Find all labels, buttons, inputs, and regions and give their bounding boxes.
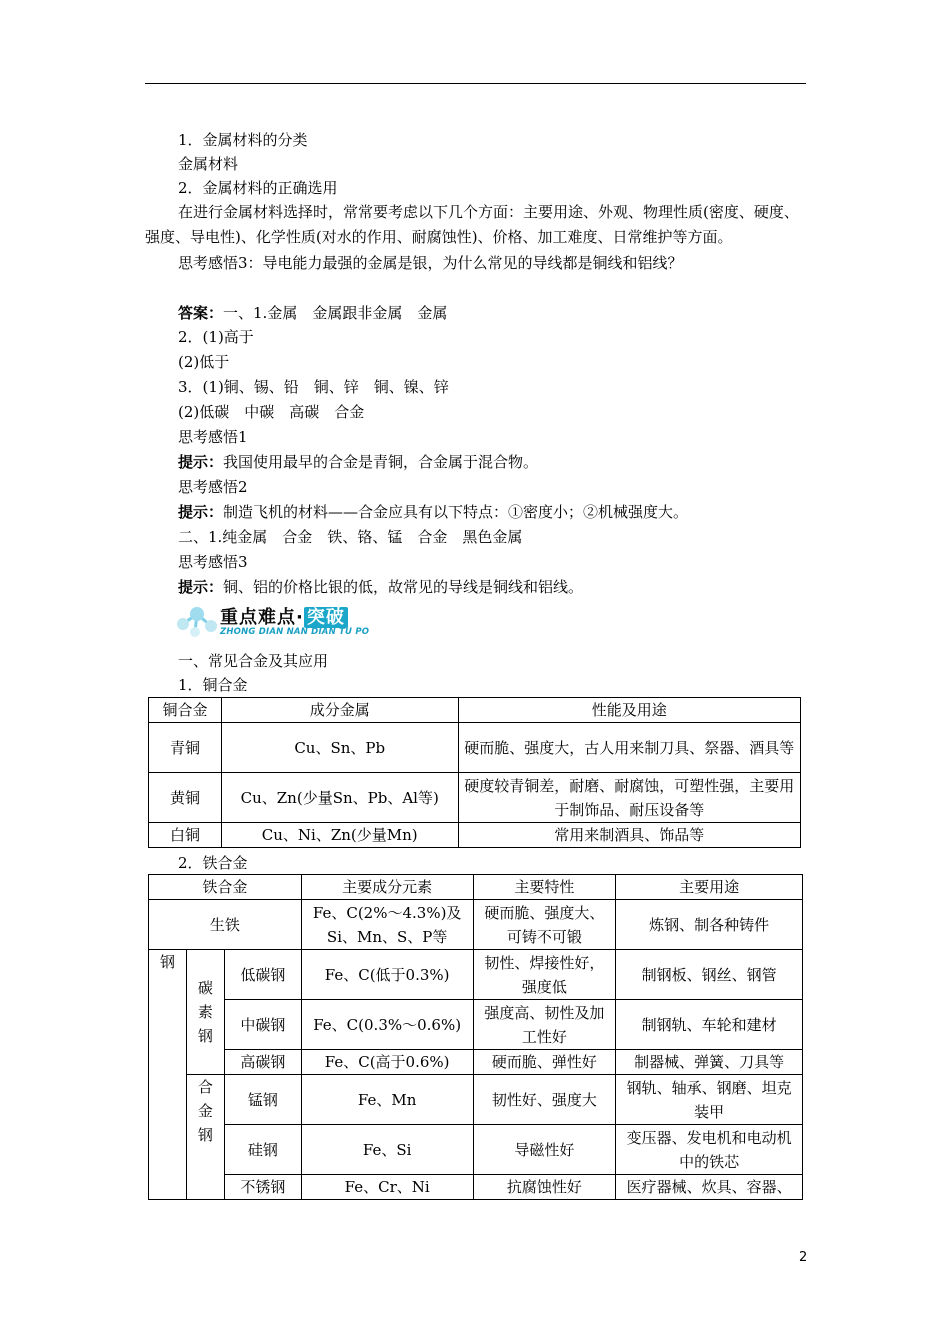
- table-row: [149, 1075, 803, 1125]
- hint1-text: 我国使用最早的合金是青铜，合金属于混合物。: [223, 453, 539, 471]
- hint-label: 提示：: [178, 503, 224, 521]
- header-cell: 主要用途: [616, 875, 803, 900]
- table-cell: Fe、Cr、Ni: [301, 1175, 473, 1200]
- carbon-steel-label-cell: 碳素钢: [186, 950, 224, 1075]
- table-cell: 韧性、焊接性好，强度低: [473, 950, 616, 1000]
- section-banner: [175, 602, 395, 642]
- molecule-icon: [175, 604, 223, 638]
- banner-title-main: 重点难点·: [220, 607, 304, 628]
- table-cell: 常用来制酒具、饰品等: [458, 823, 800, 848]
- answer-text-1: 一、1.金属 金属跟非金属 金属: [223, 304, 448, 322]
- table-cell: 硬而脆、强度大，古人用来制刀具、祭器、酒具等: [458, 723, 800, 773]
- header-cell: 成分金属: [221, 698, 458, 723]
- think2-label: 思考感悟2: [178, 478, 248, 496]
- header-cell: 主要特性: [473, 875, 616, 900]
- table-cell: 硬而脆、弹性好: [473, 1050, 616, 1075]
- table-row: [149, 823, 801, 848]
- table-cell: 中碳钢: [224, 1000, 301, 1050]
- table-cell: Cu、Ni、Zn(少量Mn): [221, 823, 458, 848]
- hint2-text: 制造飞机的材料——合金应具有以下特点：①密度小；②机械强度大。: [223, 503, 689, 521]
- table-cell: 黄铜: [149, 773, 222, 823]
- header-cell: 主要成分元素: [301, 875, 473, 900]
- paragraph-selection: 在进行金属材料选择时，常常要考虑以下几个方面：主要用途、外观、物理性质(密度、硬度、强度、导电性)、化学性质(对水的作用、耐腐蚀性)、价格、加工难度、日常维护等方面。: [145, 203, 799, 246]
- hint3-text: 铜、铝的价格比银的低，故常见的导线是铜线和铝线。: [223, 578, 584, 596]
- header-cell: 铁合金: [149, 875, 302, 900]
- answer-line-3: (2)低于: [178, 353, 230, 371]
- answer-line-5: (2)低碳 中碳 高碳 合金: [178, 403, 365, 421]
- table-cell: 生铁: [149, 900, 302, 950]
- table-cell: 制器械、弹簧、刀具等: [616, 1050, 803, 1075]
- banner-title: [220, 603, 348, 629]
- table-cell: 锰钢: [224, 1075, 301, 1125]
- table-cell: 钢轨、轴承、钢磨、坦克装甲: [616, 1075, 803, 1125]
- hint-label: 提示：: [178, 578, 224, 596]
- table-cell: Fe、C(2%～4.3%)及Si、Mn、S、P等: [301, 900, 473, 950]
- hint3-line: [178, 575, 583, 599]
- table-cell: 白铜: [149, 823, 222, 848]
- iron-alloy-table: [148, 874, 803, 1200]
- table-cell: Cu、Zn(少量Sn、Pb、Al等): [221, 773, 458, 823]
- table-cell: Fe、C(高于0.6%): [301, 1050, 473, 1075]
- table-cell: Fe、Mn: [301, 1075, 473, 1125]
- table-cell: 不锈钢: [224, 1175, 301, 1200]
- table-row: [149, 723, 801, 773]
- text-metal-materials: 金属材料: [178, 155, 239, 173]
- heading-selection: 2．金属材料的正确选用: [178, 179, 338, 197]
- table-row: [149, 1125, 803, 1175]
- table-cell: 医疗器械、炊具、容器、: [616, 1175, 803, 1200]
- copper-alloy-table: [148, 697, 801, 848]
- table-header-row: [149, 875, 803, 900]
- table-cell: Fe、C(0.3%～0.6%): [301, 1000, 473, 1050]
- table-row: [149, 1000, 803, 1050]
- table-row: [149, 1050, 803, 1075]
- table-cell: 硅钢: [224, 1125, 301, 1175]
- table-cell: 制钢轨、车轮和建材: [616, 1000, 803, 1050]
- header-cell: 性能及用途: [458, 698, 800, 723]
- steel-label-cell: 钢: [149, 950, 187, 1200]
- alloy-steel-label-cell: 合金钢: [186, 1075, 224, 1200]
- table-cell: 韧性好、强度大: [473, 1075, 616, 1125]
- table-cell: 制钢板、钢丝、钢管: [616, 950, 803, 1000]
- answer-label: 答案：: [178, 304, 224, 322]
- answer-line-1: [178, 301, 447, 325]
- table-cell: Fe、Si: [301, 1125, 473, 1175]
- table-cell: 高碳钢: [224, 1050, 301, 1075]
- hint1-line: [178, 450, 538, 474]
- answer-line-6: 二、1.纯金属 合金 铁、铬、锰 合金 黑色金属: [178, 528, 523, 546]
- heading-copper-alloy: 1．铜合金: [178, 676, 248, 694]
- think3-question: 思考感悟3：导电能力最强的金属是银，为什么常见的导线都是铜线和铝线？: [178, 254, 683, 272]
- heading-iron-alloy: 2．铁合金: [178, 854, 248, 872]
- table-row: [149, 950, 803, 1000]
- answer-line-4: 3．(1)铜、锡、铅 铜、锌 铜、镍、锌: [178, 378, 449, 396]
- header-cell: 铜合金: [149, 698, 222, 723]
- table-row: [149, 773, 801, 823]
- table-cell: 炼钢、制各种铸件: [616, 900, 803, 950]
- table-cell: 导磁性好: [473, 1125, 616, 1175]
- answer-line-2: 2．(1)高于: [178, 328, 254, 346]
- table-cell: 抗腐蚀性好: [473, 1175, 616, 1200]
- table-cell: Cu、Sn、Pb: [221, 723, 458, 773]
- table-row: [149, 1175, 803, 1200]
- hint2-line: [178, 500, 688, 524]
- banner-subtitle: ZHONG DIAN NAN DIAN TU PO: [220, 627, 370, 637]
- table-row: [149, 900, 803, 950]
- banner-title-highlight: 突破: [304, 607, 348, 628]
- hint-label: 提示：: [178, 453, 224, 471]
- table-cell: 变压器、发电机和电动机中的铁芯: [616, 1125, 803, 1175]
- table-cell: 硬而脆、强度大、可铸不可锻: [473, 900, 616, 950]
- table-cell: 强度高、韧性及加工性好: [473, 1000, 616, 1050]
- table-cell: Fe、C(低于0.3%): [301, 950, 473, 1000]
- heading-classification: 1．金属材料的分类: [178, 131, 308, 149]
- table-cell: 青铜: [149, 723, 222, 773]
- header-rule: [145, 83, 806, 84]
- think3-label: 思考感悟3: [178, 553, 248, 571]
- table-header-row: [149, 698, 801, 723]
- think1-label: 思考感悟1: [178, 428, 248, 446]
- table-cell: 低碳钢: [224, 950, 301, 1000]
- section-common-alloys: 一、常见合金及其应用: [178, 652, 329, 670]
- page-number: 2: [799, 1250, 808, 1265]
- table-cell: 硬度较青铜差，耐磨、耐腐蚀，可塑性强，主要用于制饰品、耐压设备等: [458, 773, 800, 823]
